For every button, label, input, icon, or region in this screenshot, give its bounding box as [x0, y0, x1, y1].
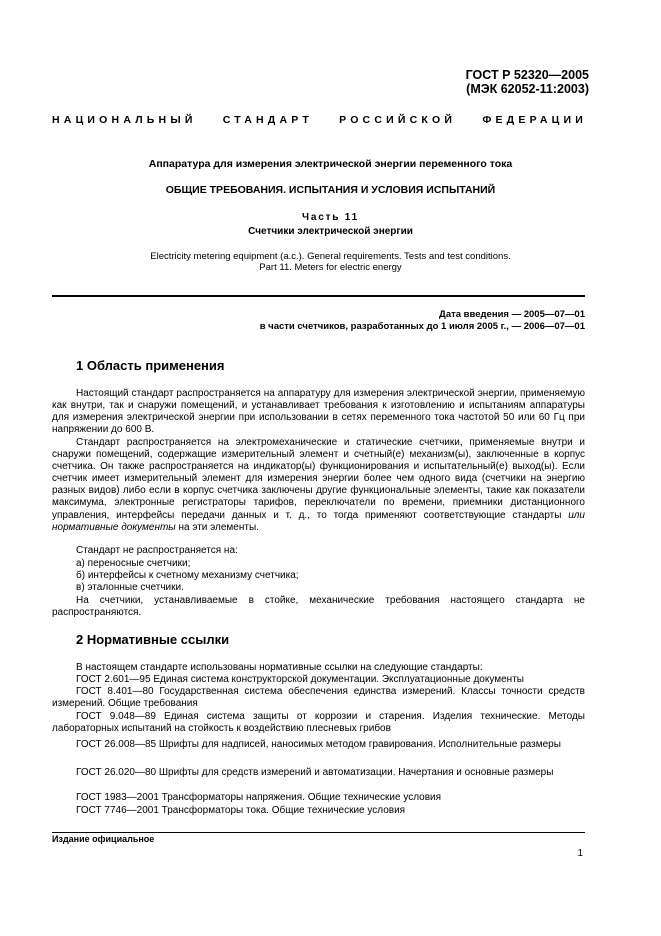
page-number: 1 — [577, 848, 583, 859]
list-item: б) интерфейсы к счетному механизму счетчика; — [76, 570, 299, 582]
document-code — [466, 68, 589, 96]
title-line1: Аппаратура для измерения электрической энергии переменного тока — [148, 158, 513, 170]
paragraph-text: Стандарт распространяется на электромеханические и статические счетчики, применяемые внутри и снаружи помещений, содержащие измерительный элемент и счетный(е) механизм(ы), заключенные в корпус счетчика. Он также распространяется на индикатор(ы) функционирования и испытательный(е) выход(ы). Если счетчик имеет измерительный элемент для измерения энергии более чем одного вида (счетчики на энергию разных видов) либо если в корпус счетчика заключены другие функциональные элементы, такие как показатели максимума, электронные регистраторы тарифов, переключатели по времени, приемники дистанционного управления, интерфейсы передачи данных и т. д., то тогда применяют соответствующие стандарты — [52, 437, 585, 521]
section-1-paragraph-2 — [52, 437, 585, 534]
english-title-line2: Part 11. Meters for electric energy — [259, 262, 402, 273]
effective-dates — [260, 309, 585, 333]
reference-text: ГОСТ 8.401—80 Государственная система обеспечения единства измерений. Классы точности средств измерений. Общие требования — [52, 686, 585, 710]
reference-text: ГОСТ 2.601—95 Единая система конструкторской документации. Эксплуатационные документы — [76, 674, 524, 685]
italic-text: или нормативные документы — [52, 509, 585, 533]
reference-item — [52, 792, 585, 804]
iec-number: (МЭК 62052-11:2003) — [466, 82, 589, 96]
reference-item — [52, 767, 585, 779]
reference-item — [52, 711, 585, 735]
title-line2: ОБЩИЕ ТРЕБОВАНИЯ. ИСПЫТАНИЯ И УСЛОВИЯ ИСПЫТАНИЙ — [165, 184, 496, 196]
reference-text: ГОСТ 26.020—80 Шрифты для средств измерений и автоматизации. Начертания и основные размеры — [76, 767, 554, 778]
paragraph-text: Стандарт не распространяется на: — [76, 545, 238, 556]
section-1-paragraph-1 — [52, 388, 585, 436]
paragraph-text: В настоящем стандарте использованы нормативные ссылки на следующие стандарты: — [76, 662, 483, 673]
reference-text: ГОСТ 7746—2001 Трансформаторы тока. Общие технические условия — [76, 805, 406, 816]
reference-item — [52, 674, 585, 686]
reference-text: ГОСТ 1983—2001 Трансформаторы напряжения. Общие технические условия — [76, 792, 442, 803]
national-standard-banner: НАЦИОНАЛЬНЫЙ СТАНДАРТ РОССИЙСКОЙ ФЕДЕРАЦИИ — [52, 114, 587, 126]
reference-item — [52, 739, 585, 751]
list-item: в) эталонные счетчики. — [76, 582, 184, 594]
part-title: Счетчики электрической энергии — [248, 226, 413, 237]
section-1-title: 1 Область применения — [76, 358, 225, 373]
reference-text: ГОСТ 9.048—89 Единая система защиты от коррозии и старения. Изделия технические. Методы лабораторных испытаний на стойкость к воздействию плесневых грибов — [52, 711, 585, 735]
exclusion-list — [76, 558, 299, 594]
paragraph-text: На счетчики, устанавливаемые в стойке, механические требования настоящего стандарта не распространяются. — [52, 595, 585, 619]
paragraph-text: Настоящий стандарт распространяется на аппаратуру для измерения электрической энергии, применяемую как внутри, так и снаружи помещений, и устанавливает требования к изготовлению и испытаниям аппаратуры для измерения электрической энергии при использовании в сетях переменного тока частотой 50 или 60 Гц при напряжении до 600 В. — [52, 388, 585, 436]
title-divider — [52, 295, 585, 297]
section-2-title: 2 Нормативные ссылки — [76, 632, 230, 647]
gost-number: ГОСТ Р 52320—2005 — [465, 68, 589, 82]
section-2-intro — [52, 662, 585, 674]
footer-divider — [52, 832, 585, 833]
section-1-paragraph-4 — [52, 595, 585, 619]
reference-item — [52, 686, 585, 710]
effective-date: Дата введения — 2005—07—01 — [439, 309, 585, 320]
paragraph-text-end: на эти элементы. — [175, 521, 259, 533]
official-edition-label: Издание официальное — [52, 834, 155, 844]
list-item: а) переносные счетчики; — [76, 558, 191, 569]
part-number: Часть 11 — [302, 212, 359, 223]
effective-date-note: в части счетчиков, разработанных до 1 июля 2005 г., — 2006—07—01 — [259, 321, 585, 332]
section-1-paragraph-3 — [52, 545, 585, 557]
english-title-line1: Electricity metering equipment (a.c.). General requirements. Tests and test conditions. — [150, 251, 511, 262]
reference-text: ГОСТ 26.008—85 Шрифты для надписей, наносимых методом гравирования. Исполнительные размеры — [76, 739, 561, 750]
reference-item — [52, 805, 585, 817]
